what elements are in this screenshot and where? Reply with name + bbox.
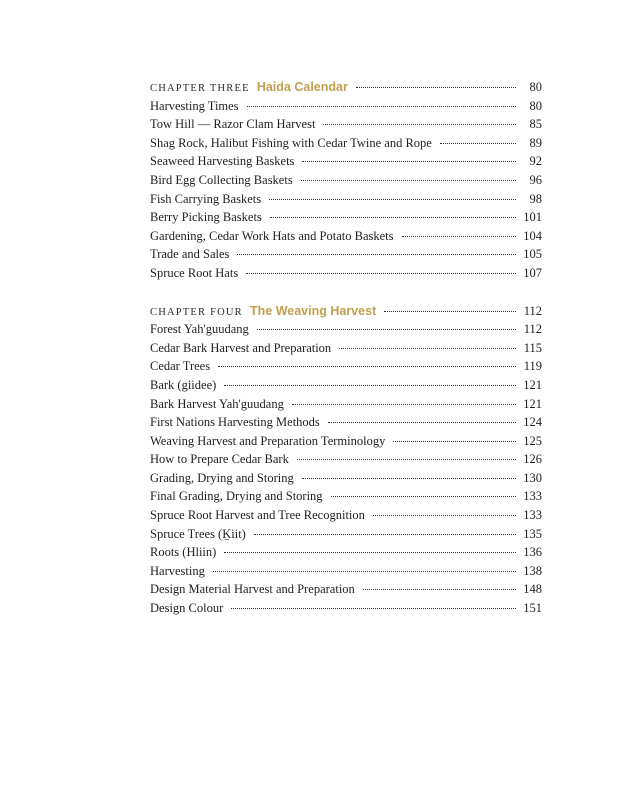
page-number: 101 (523, 210, 542, 225)
dot-leader (237, 254, 516, 255)
toc-entry[interactable] (150, 152, 542, 171)
dot-leader (323, 124, 516, 125)
page-number: 151 (523, 601, 542, 616)
entry-title: Spruce Root Harvest and Tree Recognition (150, 508, 365, 523)
chapter-label: CHAPTER THREE (150, 83, 250, 94)
toc-entry[interactable] (150, 432, 542, 451)
dot-leader (254, 534, 516, 535)
entry-title: Harvesting Times (150, 98, 239, 113)
toc-entry[interactable] (150, 525, 542, 544)
entry-title: Forest Yah'guudang (150, 322, 249, 337)
page-number: 80 (529, 98, 542, 113)
toc-entry[interactable] (150, 245, 542, 264)
toc-entry[interactable] (150, 395, 542, 414)
dot-leader (257, 329, 516, 330)
dot-leader (363, 589, 516, 590)
dot-leader (224, 552, 516, 553)
entry-title: Berry Picking Baskets (150, 210, 262, 225)
toc-entry[interactable] (150, 413, 542, 432)
dot-leader (213, 571, 516, 572)
dot-leader (246, 273, 516, 274)
page-number: 107 (523, 265, 542, 280)
entry-title: Spruce Root Hats (150, 265, 239, 280)
page-number: 121 (523, 377, 542, 392)
page-number: 80 (529, 80, 542, 94)
dot-leader (328, 422, 516, 423)
toc-entry[interactable] (150, 134, 542, 153)
entry-title: Seaweed Harvesting Baskets (150, 154, 295, 169)
entry-title: Bark (giidee) (150, 377, 217, 392)
toc-entry[interactable] (150, 450, 542, 469)
toc-entry[interactable] (150, 339, 542, 358)
page-number: 133 (523, 508, 542, 523)
toc-entry[interactable] (150, 115, 542, 134)
dot-leader (384, 311, 516, 312)
dot-leader (297, 459, 516, 460)
chapter-three (150, 78, 542, 283)
toc-entry[interactable] (150, 543, 542, 562)
toc-entry[interactable] (150, 190, 542, 209)
toc-entry[interactable] (150, 171, 542, 190)
entry-title: Design Material Harvest and Preparation (150, 582, 355, 597)
entry-title: Tow Hill — Razor Clam Harvest (150, 117, 316, 132)
dot-leader (339, 348, 516, 349)
entry-title: Grading, Drying and Storing (150, 470, 294, 485)
chapter-heading[interactable] (150, 302, 542, 321)
page-number: 135 (523, 526, 542, 541)
toc-entry[interactable] (150, 487, 542, 506)
table-of-contents (150, 78, 542, 637)
entry-title: Fish Carrying Baskets (150, 191, 262, 206)
dot-leader (247, 106, 516, 107)
dot-leader (224, 385, 516, 386)
toc-entry[interactable] (150, 506, 542, 525)
chapter-name: The Weaving Harvest (250, 303, 377, 318)
page-number: 85 (529, 117, 542, 132)
page-number: 148 (523, 582, 542, 597)
dot-leader (331, 496, 516, 497)
toc-entry[interactable] (150, 97, 542, 116)
page-number: 112 (523, 303, 542, 318)
entry-title: Weaving Harvest and Preparation Terminology (150, 433, 386, 448)
entry-title: Gardening, Cedar Work Hats and Potato Baskets (150, 228, 394, 243)
toc-entry[interactable] (150, 562, 542, 581)
dot-leader (302, 161, 516, 162)
entry-title: Final Grading, Drying and Storing (150, 489, 323, 504)
page-number: 92 (529, 154, 542, 169)
entry-title: Spruce Trees (Ḵiit) (150, 526, 246, 541)
entry-title: Bark Harvest Yah'guudang (150, 396, 284, 411)
dot-leader (356, 87, 516, 88)
page-number: 119 (523, 359, 542, 374)
dot-leader (440, 143, 516, 144)
entry-title: Cedar Trees (150, 359, 211, 374)
dot-leader (393, 441, 516, 442)
page-number: 124 (523, 415, 542, 430)
dot-leader (269, 199, 516, 200)
entry-title: Harvesting (150, 563, 205, 578)
entry-title: Cedar Bark Harvest and Preparation (150, 340, 332, 355)
dot-leader (402, 236, 516, 237)
entry-title: Design Colour (150, 601, 224, 616)
entry-title: Roots (Hliin) (150, 545, 217, 560)
toc-entry[interactable] (150, 320, 542, 339)
page-number: 89 (529, 135, 542, 150)
page-number: 105 (523, 247, 542, 262)
toc-entry[interactable] (150, 376, 542, 395)
toc-entry[interactable] (150, 357, 542, 376)
page-number: 125 (523, 433, 542, 448)
page-number: 112 (523, 322, 542, 337)
chapter-heading[interactable] (150, 78, 542, 97)
dot-leader (302, 478, 516, 479)
page-number: 115 (523, 340, 542, 355)
page-number: 130 (523, 470, 542, 485)
entry-title: How to Prepare Cedar Bark (150, 452, 289, 467)
page-number: 98 (529, 191, 542, 206)
page-number: 136 (523, 545, 542, 560)
entry-title: Bird Egg Collecting Baskets (150, 172, 293, 187)
dot-leader (373, 515, 516, 516)
toc-entry[interactable] (150, 469, 542, 488)
toc-entry[interactable] (150, 264, 542, 283)
entry-title: Shag Rock, Halibut Fishing with Cedar Twine and Rope (150, 135, 432, 150)
toc-entry[interactable] (150, 227, 542, 246)
page-number: 133 (523, 489, 542, 504)
page-number: 104 (523, 228, 542, 243)
page-number: 138 (523, 563, 542, 578)
chapter-label: CHAPTER FOUR (150, 306, 243, 318)
page-number: 96 (529, 172, 542, 187)
page-number: 126 (523, 452, 542, 467)
dot-leader (218, 366, 516, 367)
dot-leader (270, 217, 516, 218)
chapter-four (150, 302, 542, 618)
dot-leader (231, 608, 516, 609)
toc-entry[interactable] (150, 580, 542, 599)
entry-title: First Nations Harvesting Methods (150, 415, 320, 430)
page-number: 121 (523, 396, 542, 411)
toc-entry[interactable] (150, 208, 542, 227)
dot-leader (301, 180, 516, 181)
dot-leader (292, 404, 516, 405)
entry-title: Trade and Sales (150, 247, 230, 262)
chapter-name: Haida Calendar (256, 80, 348, 94)
toc-entry[interactable] (150, 599, 542, 618)
